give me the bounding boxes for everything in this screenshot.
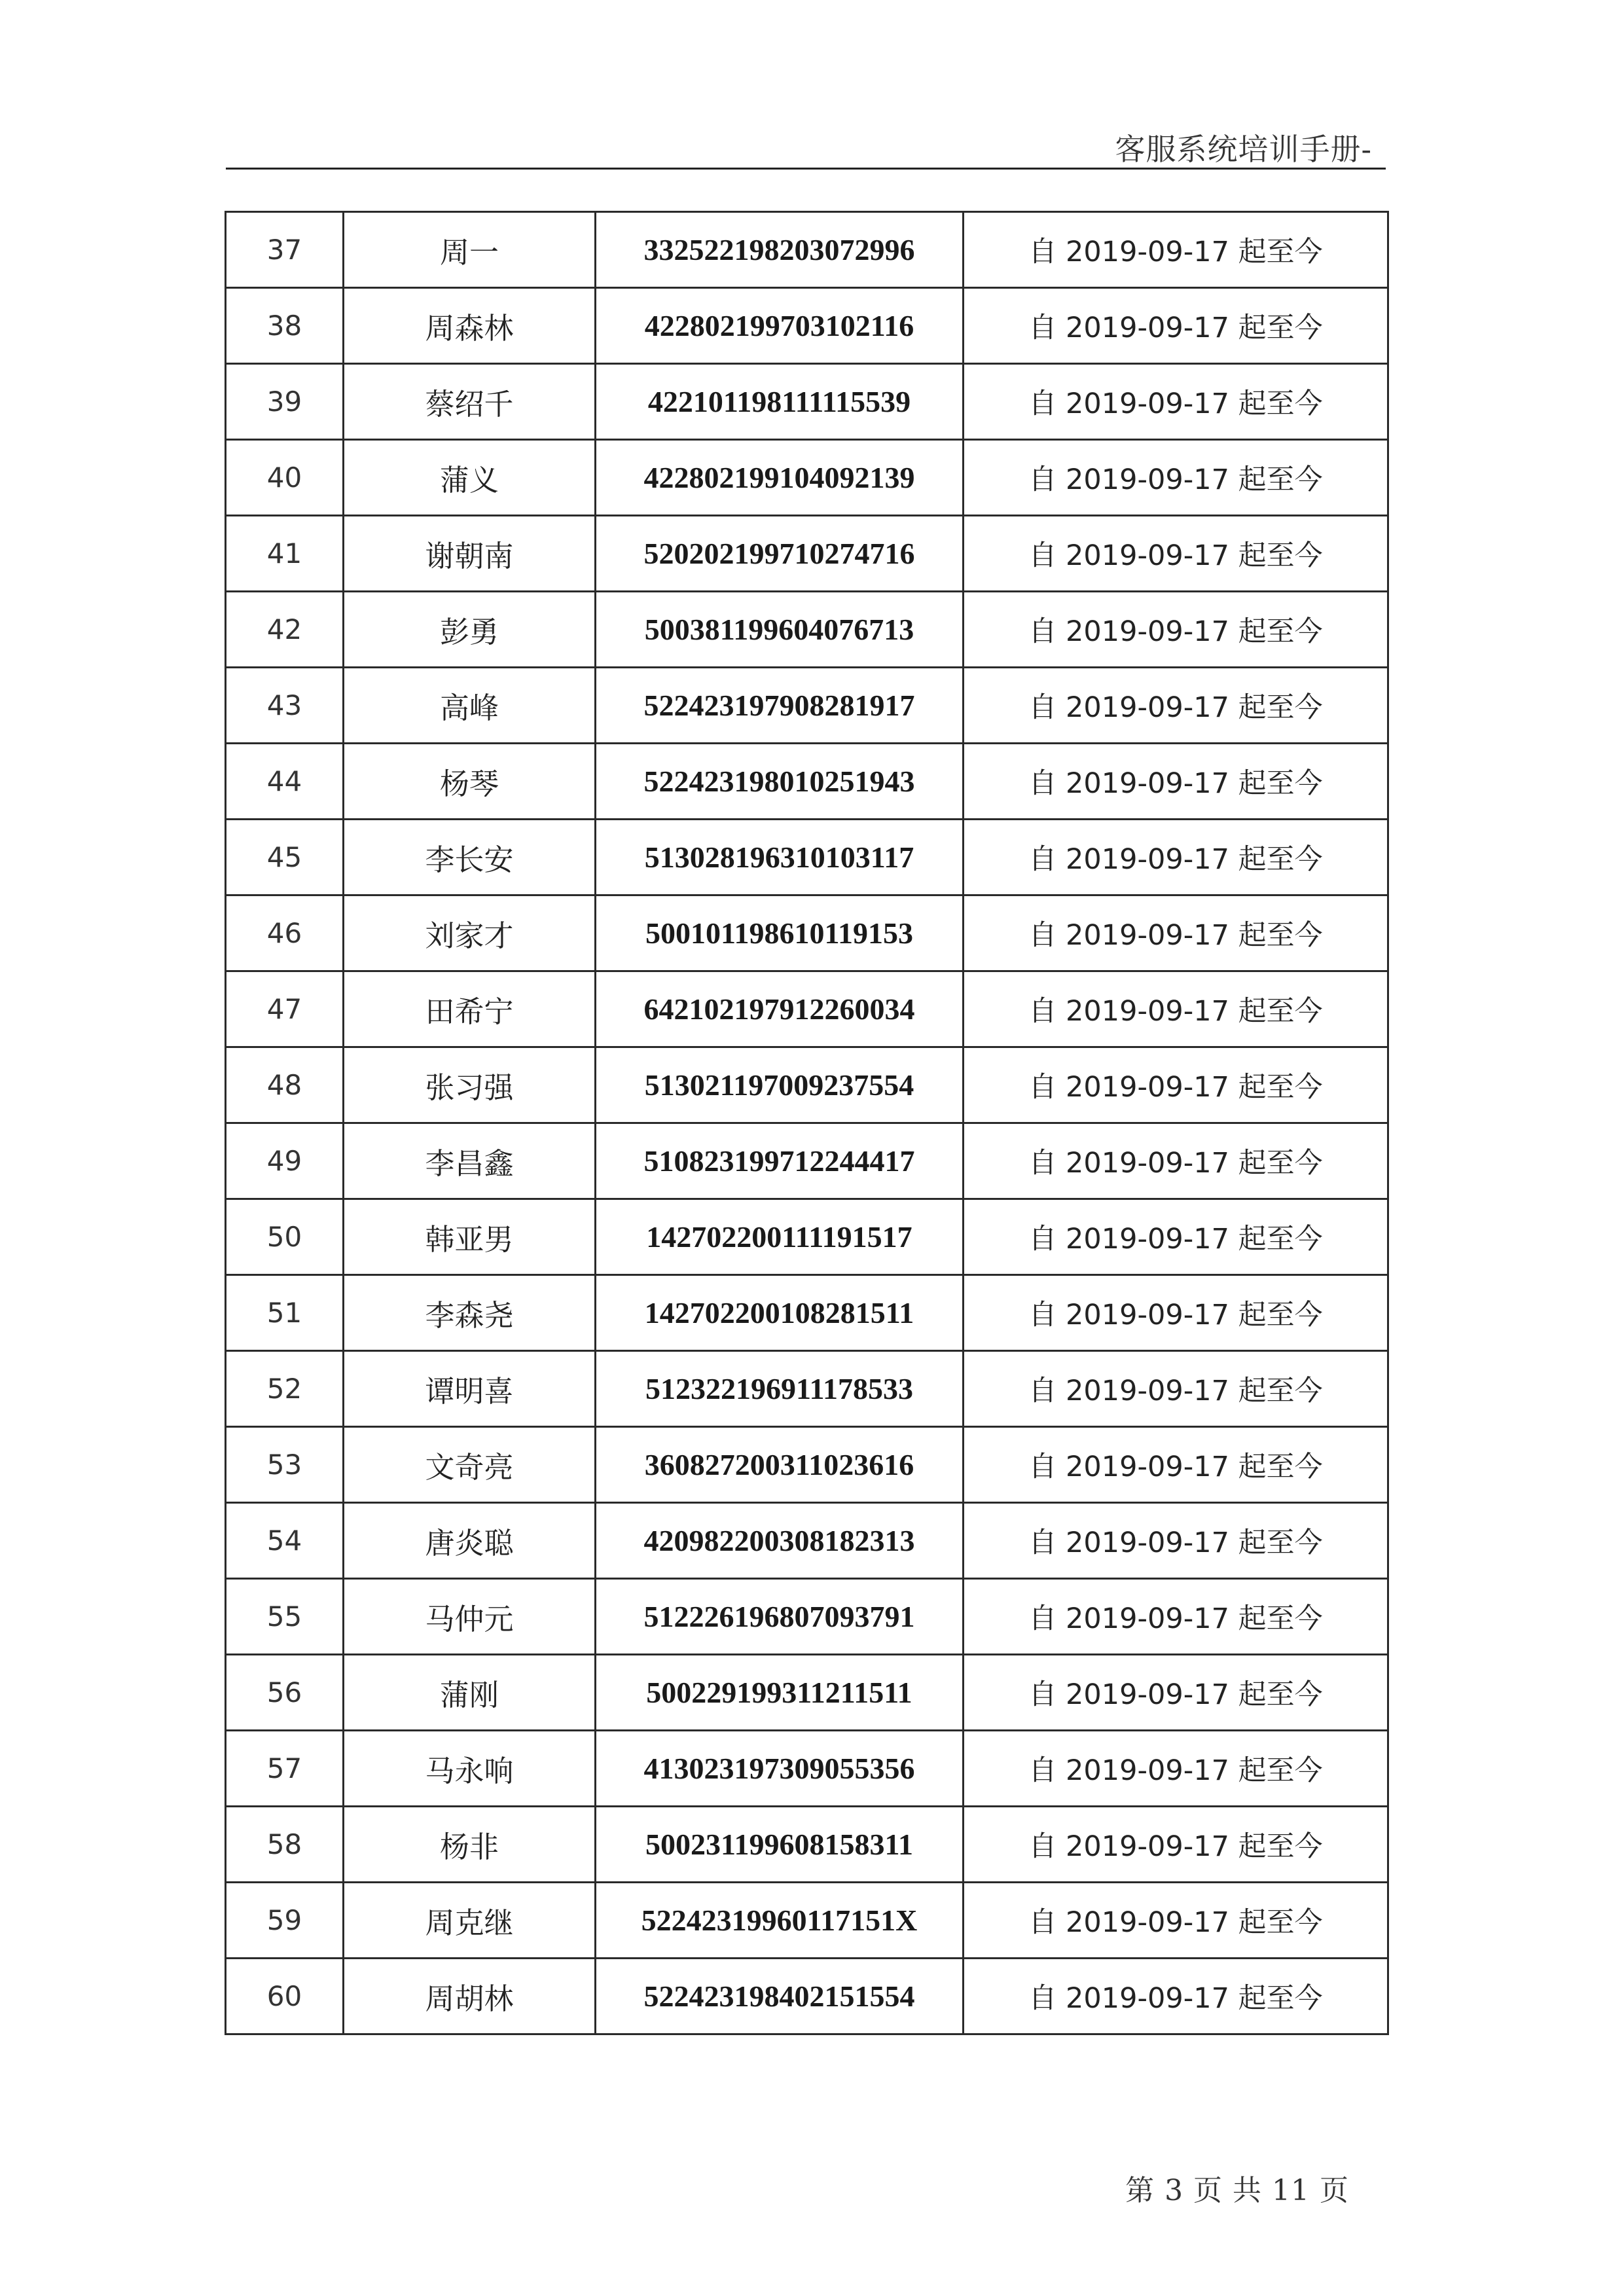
- row-id-number-cell: 500101198610119153: [596, 895, 964, 971]
- row-index-cell: 52: [226, 1351, 344, 1427]
- table-row: [226, 1199, 1388, 1275]
- row-id-number-cell: 522423198402151554: [596, 1959, 964, 2034]
- row-id-number-cell: 500231199608158311: [596, 1807, 964, 1883]
- table-row: [226, 1275, 1388, 1351]
- row-index-cell: 55: [226, 1579, 344, 1655]
- row-index-cell: 47: [226, 971, 344, 1047]
- table-row: [226, 212, 1388, 288]
- row-id-number-cell: 500229199311211511: [596, 1655, 964, 1731]
- row-name-cell: 刘家才: [344, 895, 596, 971]
- row-id-number-cell: 510823199712244417: [596, 1123, 964, 1199]
- row-period-cell: 自 2019-09-17 起至今: [964, 516, 1388, 592]
- row-id-number-cell: 142702200108281511: [596, 1275, 964, 1351]
- table-row: [226, 1655, 1388, 1731]
- row-name-cell: 周胡林: [344, 1959, 596, 2034]
- table-row: [226, 1579, 1388, 1655]
- table-row: [226, 1807, 1388, 1883]
- row-name-cell: 蔡绍千: [344, 364, 596, 440]
- roster-table-body: [226, 212, 1388, 2034]
- row-name-cell: 李昌鑫: [344, 1123, 596, 1199]
- row-name-cell: 唐炎聪: [344, 1503, 596, 1579]
- row-period-cell: 自 2019-09-17 起至今: [964, 1047, 1388, 1123]
- row-id-number-cell: 513021197009237554: [596, 1047, 964, 1123]
- table-row: [226, 516, 1388, 592]
- row-name-cell: 谢朝南: [344, 516, 596, 592]
- row-name-cell: 文奇亮: [344, 1427, 596, 1503]
- row-index-cell: 44: [226, 744, 344, 820]
- row-name-cell: 周森林: [344, 288, 596, 364]
- row-index-cell: 53: [226, 1427, 344, 1503]
- table-row: [226, 744, 1388, 820]
- row-id-number-cell: 522423197908281917: [596, 668, 964, 744]
- row-index-cell: 43: [226, 668, 344, 744]
- row-period-cell: 自 2019-09-17 起至今: [964, 668, 1388, 744]
- table-row: [226, 1959, 1388, 2034]
- table-row: [226, 1047, 1388, 1123]
- row-id-number-cell: 422802199703102116: [596, 288, 964, 364]
- table-row: [226, 1427, 1388, 1503]
- row-index-cell: 42: [226, 592, 344, 668]
- row-index-cell: 40: [226, 440, 344, 516]
- row-period-cell: 自 2019-09-17 起至今: [964, 1883, 1388, 1959]
- row-id-number-cell: 142702200111191517: [596, 1199, 964, 1275]
- row-name-cell: 李长安: [344, 820, 596, 895]
- row-id-number-cell: 642102197912260034: [596, 971, 964, 1047]
- row-period-cell: 自 2019-09-17 起至今: [964, 288, 1388, 364]
- row-name-cell: 谭明喜: [344, 1351, 596, 1427]
- row-id-number-cell: 513028196310103117: [596, 820, 964, 895]
- row-period-cell: 自 2019-09-17 起至今: [964, 1503, 1388, 1579]
- row-id-number-cell: 413023197309055356: [596, 1731, 964, 1807]
- row-index-cell: 54: [226, 1503, 344, 1579]
- header-title: 客服系统培训手册-: [1115, 132, 1372, 167]
- row-index-cell: 59: [226, 1883, 344, 1959]
- row-index-cell: 37: [226, 212, 344, 288]
- row-index-cell: 46: [226, 895, 344, 971]
- row-index-cell: 48: [226, 1047, 344, 1123]
- row-name-cell: 高峰: [344, 668, 596, 744]
- row-period-cell: 自 2019-09-17 起至今: [964, 592, 1388, 668]
- row-index-cell: 45: [226, 820, 344, 895]
- row-period-cell: 自 2019-09-17 起至今: [964, 744, 1388, 820]
- row-period-cell: 自 2019-09-17 起至今: [964, 1123, 1388, 1199]
- row-index-cell: 38: [226, 288, 344, 364]
- table-row: [226, 1123, 1388, 1199]
- row-name-cell: 杨非: [344, 1807, 596, 1883]
- table-row: [226, 1731, 1388, 1807]
- row-period-cell: 自 2019-09-17 起至今: [964, 971, 1388, 1047]
- table-row: [226, 1351, 1388, 1427]
- row-name-cell: 田希宁: [344, 971, 596, 1047]
- table-row: [226, 1883, 1388, 1959]
- row-period-cell: 自 2019-09-17 起至今: [964, 212, 1388, 288]
- row-name-cell: 蒲义: [344, 440, 596, 516]
- row-name-cell: 李森尧: [344, 1275, 596, 1351]
- row-id-number-cell: 360827200311023616: [596, 1427, 964, 1503]
- row-index-cell: 56: [226, 1655, 344, 1731]
- page-number: 第 3 页 共 11 页: [1125, 2174, 1349, 2207]
- row-name-cell: 韩亚男: [344, 1199, 596, 1275]
- table-row: [226, 668, 1388, 744]
- table-row: [226, 1503, 1388, 1579]
- row-period-cell: 自 2019-09-17 起至今: [964, 1807, 1388, 1883]
- roster-table: [225, 211, 1389, 2035]
- table-row: [226, 820, 1388, 895]
- row-index-cell: 58: [226, 1807, 344, 1883]
- row-index-cell: 49: [226, 1123, 344, 1199]
- row-id-number-cell: 332522198203072996: [596, 212, 964, 288]
- row-id-number-cell: 520202199710274716: [596, 516, 964, 592]
- row-id-number-cell: 512226196807093791: [596, 1579, 964, 1655]
- row-name-cell: 周一: [344, 212, 596, 288]
- row-period-cell: 自 2019-09-17 起至今: [964, 1427, 1388, 1503]
- row-name-cell: 周克继: [344, 1883, 596, 1959]
- header-divider: [226, 168, 1386, 170]
- row-index-cell: 39: [226, 364, 344, 440]
- row-period-cell: 自 2019-09-17 起至今: [964, 1275, 1388, 1351]
- row-period-cell: 自 2019-09-17 起至今: [964, 895, 1388, 971]
- row-id-number-cell: 522423198010251943: [596, 744, 964, 820]
- row-id-number-cell: 512322196911178533: [596, 1351, 964, 1427]
- row-period-cell: 自 2019-09-17 起至今: [964, 1655, 1388, 1731]
- table-row: [226, 364, 1388, 440]
- row-name-cell: 马永响: [344, 1731, 596, 1807]
- row-index-cell: 51: [226, 1275, 344, 1351]
- row-index-cell: 50: [226, 1199, 344, 1275]
- table-row: [226, 440, 1388, 516]
- row-id-number-cell: 422101198111115539: [596, 364, 964, 440]
- row-index-cell: 41: [226, 516, 344, 592]
- row-name-cell: 杨琴: [344, 744, 596, 820]
- row-id-number-cell: 500381199604076713: [596, 592, 964, 668]
- row-name-cell: 马仲元: [344, 1579, 596, 1655]
- row-index-cell: 60: [226, 1959, 344, 2034]
- row-period-cell: 自 2019-09-17 起至今: [964, 1199, 1388, 1275]
- table-row: [226, 592, 1388, 668]
- row-period-cell: 自 2019-09-17 起至今: [964, 440, 1388, 516]
- row-period-cell: 自 2019-09-17 起至今: [964, 1959, 1388, 2034]
- row-name-cell: 彭勇: [344, 592, 596, 668]
- row-id-number-cell: 420982200308182313: [596, 1503, 964, 1579]
- row-period-cell: 自 2019-09-17 起至今: [964, 1351, 1388, 1427]
- row-period-cell: 自 2019-09-17 起至今: [964, 820, 1388, 895]
- row-period-cell: 自 2019-09-17 起至今: [964, 364, 1388, 440]
- row-index-cell: 57: [226, 1731, 344, 1807]
- row-name-cell: 蒲刚: [344, 1655, 596, 1731]
- table-row: [226, 895, 1388, 971]
- table-row: [226, 288, 1388, 364]
- row-period-cell: 自 2019-09-17 起至今: [964, 1579, 1388, 1655]
- table-row: [226, 971, 1388, 1047]
- row-id-number-cell: 422802199104092139: [596, 440, 964, 516]
- row-period-cell: 自 2019-09-17 起至今: [964, 1731, 1388, 1807]
- row-name-cell: 张习强: [344, 1047, 596, 1123]
- row-id-number-cell: 52242319960117151X: [596, 1883, 964, 1959]
